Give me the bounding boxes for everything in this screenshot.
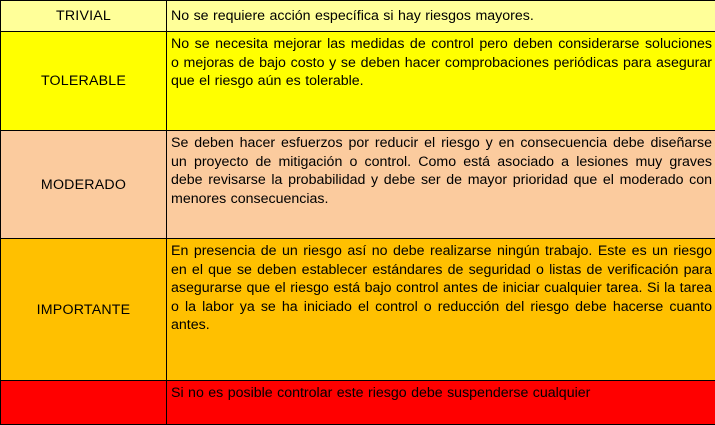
risk-row-moderado — [1, 131, 715, 239]
risk-level-label: IMPORTANTE — [37, 302, 131, 318]
risk-row-importante — [1, 239, 715, 381]
risk-description-text: Se deben hacer esfuerzos por reducir el riesgo y en consecuencia debe diseñarse un proyecto de mitigación o control. Como está asociado a lesiones muy graves debe revisarse la probabilidad y debe ser de mayor prioridad que el moderado con menores consecuencias. — [171, 134, 712, 208]
risk-row-intolerable — [1, 381, 715, 425]
risk-description-cell — [167, 381, 715, 425]
risk-level-label: MODERADO — [41, 177, 126, 193]
risk-level-label: TOLERABLE — [41, 73, 126, 89]
risk-description-cell — [167, 239, 715, 381]
risk-description-text: En presencia de un riesgo así no debe realizarse ningún trabajo. Este es un riesgo en el que se deben establecer estándares de seguridad o listas de verificación para asegurarse que el riesgo está bajo control antes de iniciar cualquier tarea. Si la tarea o la labor ya se ha iniciado el control o reducción del riesgo debe hacerse cuanto antes. — [171, 242, 712, 335]
risk-level-cell — [1, 381, 167, 425]
risk-description-text: No se requiere acción específica si hay riesgos mayores. — [171, 7, 712, 26]
risk-row-tolerable — [1, 32, 715, 131]
risk-row-trivial — [1, 1, 715, 32]
risk-level-label: TRIVIAL — [56, 8, 111, 24]
risk-description-cell — [167, 32, 715, 131]
risk-description-cell — [167, 1, 715, 32]
risk-description-text: Si no es posible controlar este riesgo debe suspenderse cualquier — [171, 384, 712, 403]
risk-level-cell — [1, 131, 167, 239]
risk-level-cell — [1, 239, 167, 381]
risk-description-text: No se necesita mejorar las medidas de control pero deben considerarse soluciones o mejoras de bajo costo y se deben hacer comprobaciones periódicas para asegurar que el riesgo aún es tolerable. — [171, 35, 712, 91]
risk-level-cell — [1, 32, 167, 131]
risk-level-cell — [1, 1, 167, 32]
risk-description-cell — [167, 131, 715, 239]
